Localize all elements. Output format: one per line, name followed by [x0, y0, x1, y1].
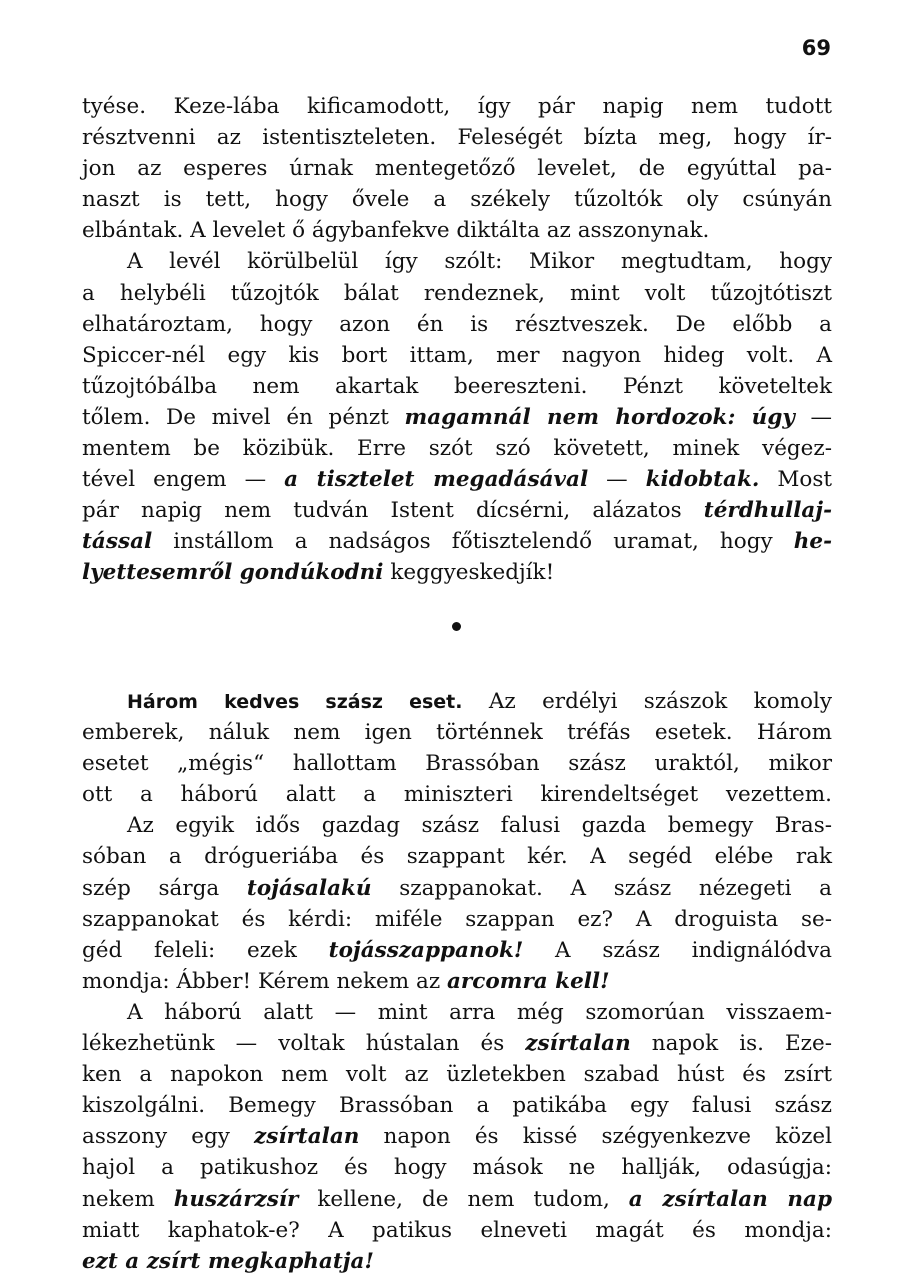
- text-line: ott a háború alatt a miniszteri kirendeltséget vezettem.: [82, 782, 832, 808]
- text-line: sóban a drógueriába és szappant kér. A segéd elébe rak: [82, 844, 832, 870]
- text-line: tőlem. De mivel én pénzt magamnál nem hordozok: úgy —: [82, 404, 832, 430]
- text-line: elbántak. A levelet ő ágybanfekve diktálta az asszonynak.: [82, 218, 710, 244]
- text-line: szappanokat és kérdi: miféle szappan ez? A droguista se-: [82, 906, 832, 932]
- text-line: hajol a patikushoz és hogy mások ne hallják, odasúgja:: [82, 1155, 832, 1181]
- text-line: A háború alatt — mint arra még szomorúan visszaem-: [127, 999, 832, 1025]
- text-line: résztvenni az istentiszteleten. Feleségét bízta meg, hogy ír-: [82, 125, 832, 151]
- text-line: tével engem — a tisztelet megadásával — kidobtak. Most: [82, 467, 832, 493]
- text-line: A levél körülbelül így szólt: Mikor megtudtam, hogy: [127, 249, 832, 275]
- text-line: mentem be közibük. Erre szót szó követett, minek végez-: [82, 436, 832, 462]
- text-line: a helybéli tűzojtók bálat rendeznek, mint volt tűzojtótiszt: [82, 280, 832, 306]
- section-heading: Három kedves szász eset.: [127, 691, 463, 713]
- text-line: lyettesemről gondúkodni keggyeskedjík!: [82, 560, 555, 586]
- text-line: kiszolgálni. Bemegy Brassóban a patikába egy falusi szász: [82, 1093, 832, 1119]
- text-line: miatt kaphatok-e? A patikus elneveti magát és mondja:: [82, 1217, 832, 1243]
- text-line: tűzojtóbálba nem akartak beereszteni. Pénzt követeltek: [82, 373, 832, 399]
- text-line: Spiccer-nél egy kis bort ittam, mer nagyon hideg volt. A: [82, 342, 832, 368]
- text-line: Az egyik idős gazdag szász falusi gazda bemegy Bras-: [127, 813, 832, 839]
- text-line: jon az esperes úrnak mentegetőző levelet, de egyúttal pa-: [82, 156, 832, 182]
- text-line: ken a napokon nem volt az üzletekben szabad húst és zsírt: [82, 1062, 832, 1088]
- text-line: tással instállom a nadságos főtisztelendő uramat, hogy he-: [82, 529, 832, 555]
- section-divider-dot: [452, 622, 461, 631]
- text-line: naszt is tett, hogy ővele a székely tűzoltók oly csúnyán: [82, 187, 832, 213]
- text-line: lékezhetünk — voltak hústalan és zsírtalan napok is. Eze-: [82, 1031, 832, 1057]
- text-line: asszony egy zsírtalan napon és kissé szégyenkezve közel: [82, 1124, 833, 1150]
- text-line: nekem huszárzsír kellene, de nem tudom, a zsírtalan nap: [82, 1186, 832, 1212]
- text-line: géd feleli: ezek tojásszappanok! A szász indignálódva: [82, 937, 832, 963]
- text-line: tyése. Keze-lába kificamodott, így pár napig nem tudott: [82, 94, 832, 119]
- text-line: mondja: Ábber! Kérem nekem az arcomra kell!: [82, 968, 610, 994]
- paragraph-letter: [82, 91, 832, 589]
- text-line: pár napig nem tudván Istent dícsérni, alázatos térdhullaj-: [82, 498, 832, 524]
- text-line: Három kedves szász eset. Az erdélyi szászok komoly: [127, 689, 833, 714]
- paragraph-saxon-stories: [82, 686, 832, 1277]
- text-line: ezt a zsírt megkaphatja!: [82, 1248, 374, 1274]
- page-number: 69: [801, 36, 831, 60]
- text-line: esetet „mégis“ hallottam Brassóban szász uraktól, mikor: [82, 751, 832, 777]
- text-line: szép sárga tojásalakú szappanokat. A szász nézegeti a: [82, 875, 832, 901]
- text-line: elhatároztam, hogy azon én is résztveszek. De előbb a: [82, 311, 832, 337]
- text-line: emberek, náluk nem igen történnek tréfás esetek. Három: [82, 720, 832, 746]
